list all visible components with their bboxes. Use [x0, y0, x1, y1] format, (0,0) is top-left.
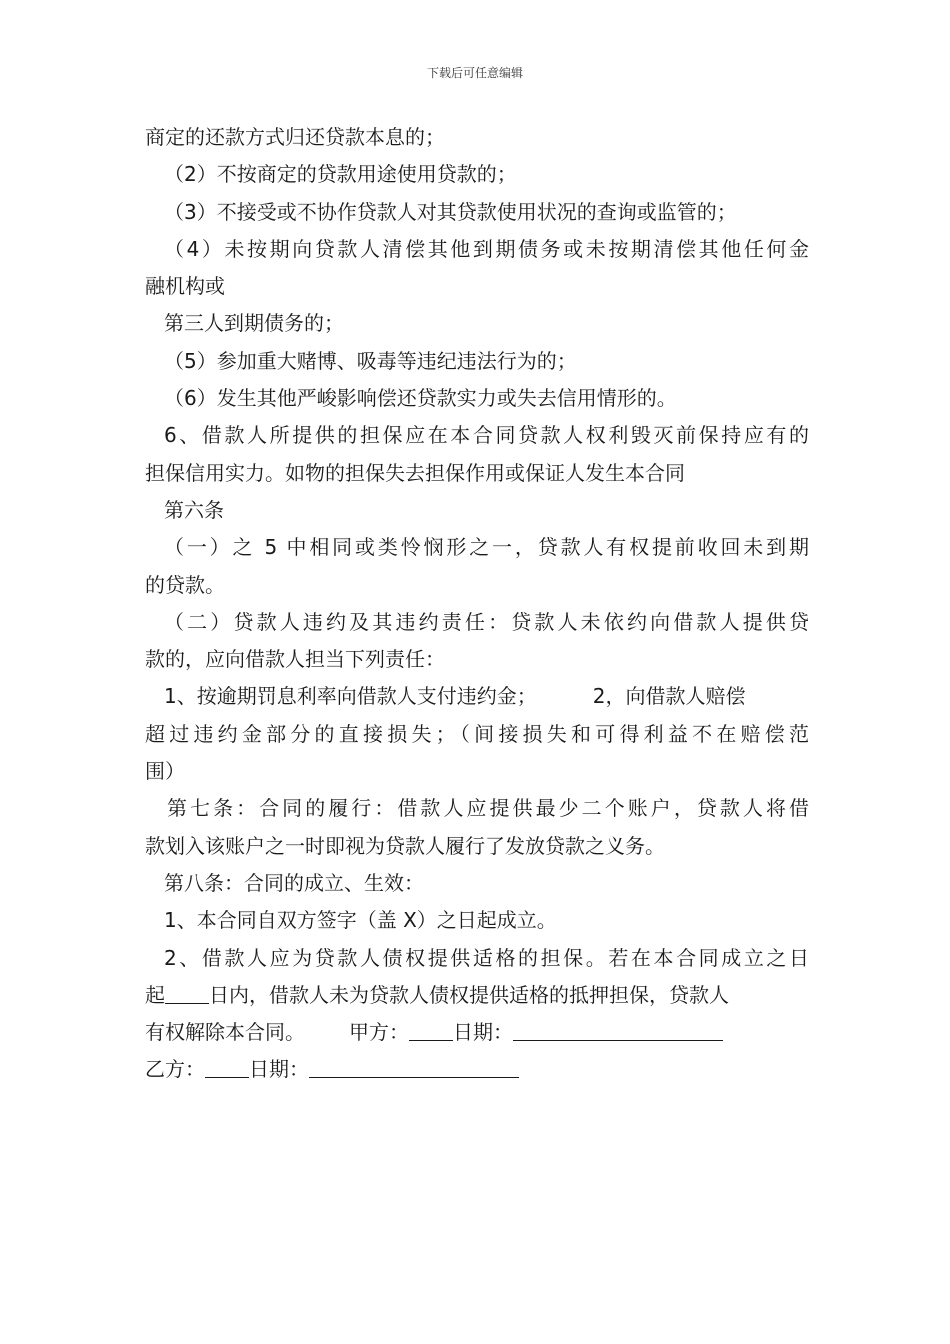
text-line: 款划入该账户之一时即视为贷款人履行了发放贷款之义务。 [145, 833, 665, 858]
party-b-blank [205, 1055, 249, 1078]
clause-6: 6、借款人所提供的担保应在本合同贷款人权利毁灭前保持应有的 [164, 423, 809, 448]
party-b-label: 乙方： [145, 1057, 205, 1082]
article-6-item-1: （一）之 5 中相同或类怜悯形之一，贷款人有权提前收回未到期 [164, 535, 809, 560]
text-line: 起 日内，借款人未为贷款人债权提供适格的抵押担保，贷款人 [145, 982, 729, 1007]
date-b-label: 日期： [249, 1057, 309, 1082]
clause-item-6: （6）发生其他严峻影响偿还贷款实力或失去信用情形的。 [164, 386, 677, 411]
article-6-heading: 第六条 [164, 497, 224, 522]
text-line: 款的，应向借款人担当下列责任： [145, 647, 445, 672]
clause-item-5: （5）参加重大赌博、吸毒等违纪违法行为的； [164, 348, 577, 373]
party-a-blank [409, 1018, 453, 1041]
text-line: 超过违约金部分的直接损失；（间接损失和可得利益不在赔偿范 [145, 721, 809, 746]
clause-item-3: （3）不接受或不协作贷款人对其贷款使用状况的查询或监管的； [164, 199, 737, 224]
signature-line-b [145, 1051, 809, 1088]
party-a-label: 甲方： [349, 1020, 409, 1045]
liability-item-2: 2，向借款人赔偿 [592, 684, 746, 709]
text-line: 担保信用实力。如物的担保失去担保作用或保证人发生本合同 [145, 460, 685, 485]
page-header: 下载后可任意编辑 [426, 66, 523, 80]
text-line: 围） [145, 759, 185, 784]
date-b-blank [309, 1055, 519, 1078]
text-line: 第三人到期债务的； [164, 311, 344, 336]
liability-item-1: 1、按逾期罚息利率向借款人支付违约金； [164, 684, 537, 709]
text-line: 的贷款。 [145, 572, 225, 597]
article-7: 第七条：合同的履行：借款人应提供最少二个账户，贷款人将借 [167, 796, 809, 821]
text-line: 商定的还款方式归还贷款本息的； [145, 125, 445, 149]
signature-line-a: 有权解除本合同。 甲方： 日期： [145, 1014, 809, 1051]
days-blank [165, 981, 209, 1004]
clause-item-2: （2）不按商定的贷款用途使用贷款的； [164, 162, 517, 187]
clause-item-4: （4）未按期向贷款人清偿其他到期债务或未按期清偿其他任何金 [164, 236, 809, 261]
text-line: 融机构或 [145, 274, 225, 299]
document-body [145, 119, 809, 1089]
article-8-item-2: 2、借款人应为贷款人债权提供适格的担保。若在本合同成立之日 [164, 945, 809, 970]
liability-items [145, 678, 809, 715]
article-6-item-2: （二）贷款人违约及其违约责任：贷款人未依约向借款人提供贷 [164, 609, 809, 634]
date-a-label: 日期： [453, 1020, 513, 1045]
date-a-blank [513, 1018, 723, 1041]
article-8-item-1: 1、本合同自双方签字（盖 X）之日起成立。 [164, 908, 557, 933]
article-8-heading: 第八条：合同的成立、生效： [164, 870, 424, 895]
